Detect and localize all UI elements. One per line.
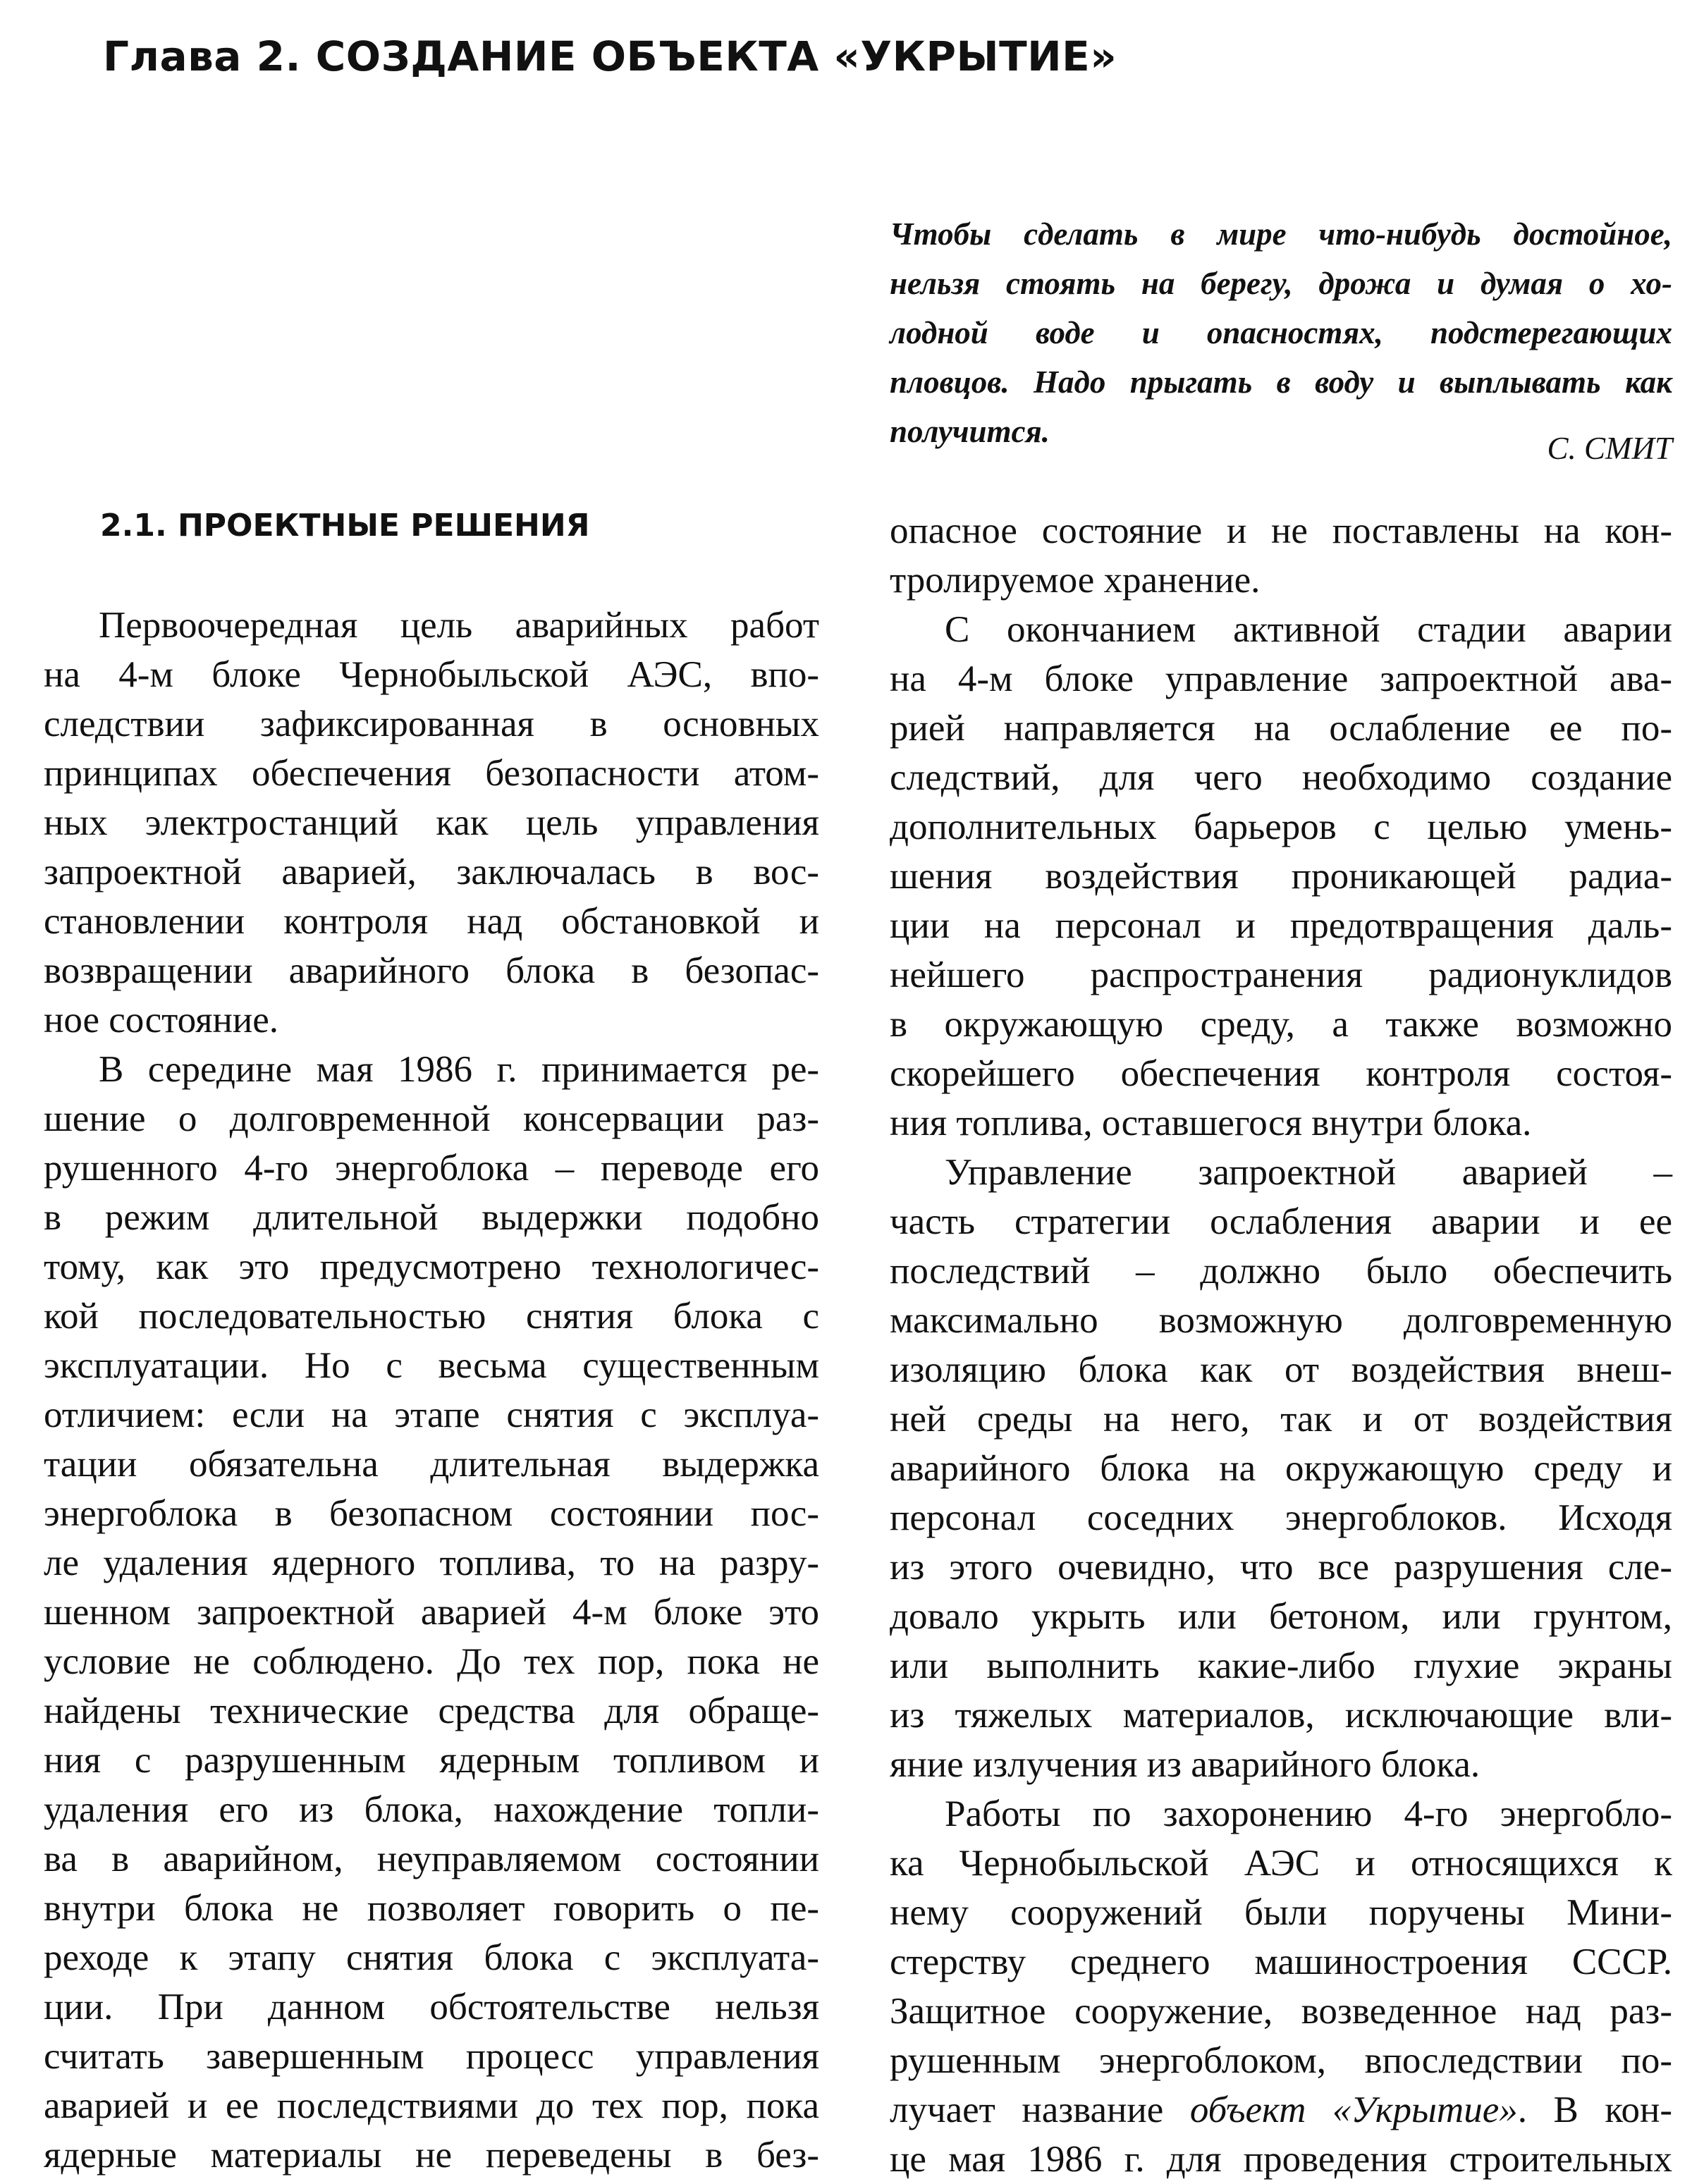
text-line: удаления его из блока, нахождение топли-	[44, 1789, 819, 1830]
text-line: тому, как это предусмотрено технологичес-	[44, 1246, 819, 1287]
text-line: В середине мая 1986 г. принимается ре-	[99, 1049, 819, 1090]
text-line: становлении контроля над обстановкой и	[44, 901, 819, 942]
text-line: возвращении аварийного блока в безопас-	[44, 950, 819, 991]
text-line: на 4-м блоке управление запроектной ава-	[890, 658, 1672, 699]
text-line: энергоблока в безопасном состоянии пос-	[44, 1493, 819, 1534]
text-line: кой последовательностью снятия блока с	[44, 1296, 819, 1337]
text-line: скорейшего обеспечения контроля состоя-	[890, 1053, 1672, 1094]
text-line: последствий – должно было обеспечить	[890, 1251, 1672, 1292]
right-text-column	[890, 506, 1672, 2184]
text-line: условие не соблюдено. До тех пор, пока не	[44, 1641, 819, 1682]
section-title: 2.1. ПРОЕКТНЫЕ РЕШЕНИЯ	[100, 508, 590, 544]
text-line: ле удаления ядерного топлива, то на разру-	[44, 1542, 819, 1583]
text-line: Работы по захоронению 4-го энергобло-	[945, 1793, 1672, 1834]
text-line: ней среды на него, так и от воздействия	[890, 1399, 1672, 1440]
text-line: эксплуатации. Но с весьма существенным	[44, 1345, 819, 1386]
text-line: часть стратегии ослабления аварии и ее	[890, 1201, 1672, 1242]
text-line: шение о долговременной консервации раз-	[44, 1098, 819, 1139]
text-line: из тяжелых материалов, исключающие вли-	[890, 1695, 1672, 1736]
text-line: це мая 1986 г. для проведения строительных	[890, 2139, 1672, 2180]
text-line: аварией и ее последствиями до тех пор, пока	[44, 2085, 819, 2126]
text-line: изоляцию блока как от воздействия внеш-	[890, 1349, 1672, 1390]
text-line: отличием: если на этапе снятия с эксплуа-	[44, 1394, 819, 1435]
text-line: ное состояние.	[44, 1000, 278, 1041]
chapter-title: Глава 2. СОЗДАНИЕ ОБЪЕКТА «УКРЫТИЕ»	[103, 32, 1117, 80]
epigraph-line: получится.	[890, 414, 1050, 449]
epigraph-line: нельзя стоять на берегу, дрожа и думая о хо-	[890, 266, 1672, 301]
epigraph-quote	[890, 211, 1672, 458]
text-line: максимально возможную долговременную	[890, 1300, 1672, 1341]
text-line: из этого очевидно, что все разрушения сле-	[890, 1547, 1672, 1588]
italic-term: объект «Укрытие»	[1189, 2090, 1518, 2130]
text-line: запроектной аварией, заключалась в вос-	[44, 852, 819, 892]
text-line: Защитное сооружение, возведенное над раз-	[890, 1991, 1672, 2032]
text-line: довало укрыть или бетоном, или грунтом,	[890, 1596, 1672, 1637]
text-line: реходе к этапу снятия блока с эксплуата-	[44, 1937, 819, 1978]
text-segment: . В кон-	[1517, 2090, 1672, 2130]
text-line: С окончанием активной стадии аварии	[945, 609, 1672, 650]
text-line: найдены технические средства для обраще-	[44, 1691, 819, 1731]
text-line: ния с разрушенным ядерным топливом и	[44, 1740, 819, 1781]
text-line: следствии зафиксированная в основных	[44, 704, 819, 744]
text-segment: лучает название	[890, 2090, 1190, 2130]
text-line: в режим длительной выдержки подобно	[44, 1197, 819, 1238]
text-line: считать завершенным процесс управления	[44, 2036, 819, 2077]
text-line: опасное состояние и не поставлены на кон-	[890, 510, 1672, 551]
text-line: ва в аварийном, неуправляемом состоянии	[44, 1839, 819, 1879]
text-line: следствий, для чего необходимо создание	[890, 757, 1672, 798]
text-line: дополнительных барьеров с целью умень-	[890, 806, 1672, 847]
epigraph-line: пловцов. Надо прыгать в воду и выплывать как	[890, 364, 1672, 400]
text-line: или выполнить какие-либо глухие экраны	[890, 1645, 1672, 1686]
text-line: стерству среднего машиностроения СССР.	[890, 1941, 1672, 1982]
text-line: тролируемое хранение.	[890, 560, 1261, 601]
text-line: нейшего распространения радионуклидов	[890, 955, 1672, 995]
left-text-column	[44, 601, 819, 2180]
text-line: внутри блока не позволяет говорить о пе-	[44, 1888, 819, 1929]
text-line: ции на персонал и предотвращения даль-	[890, 905, 1672, 946]
text-line: на 4-м блоке Чернобыльской АЭС, впо-	[44, 654, 819, 695]
text-line: ных электростанций как цель управления	[44, 802, 819, 843]
epigraph-author: С. СМИТ	[1547, 431, 1672, 466]
text-line: рушенным энергоблоком, впоследствии по-	[890, 2040, 1672, 2081]
text-line: тации обязательна длительная выдержка	[44, 1444, 819, 1485]
text-line: Первоочередная цель аварийных работ	[99, 605, 819, 646]
text-line: яние излучения из аварийного блока.	[890, 1744, 1480, 1785]
text-line: рушенного 4-го энергоблока – переводе его	[44, 1148, 819, 1189]
text-line: принципах обеспечения безопасности атом-	[44, 753, 819, 794]
text-line: аварийного блока на окружающую среду и	[890, 1448, 1672, 1489]
epigraph-line: Чтобы сделать в мире что-нибудь достойное,	[890, 216, 1672, 252]
text-line: шения воздействия проникающей радиа-	[890, 856, 1672, 897]
text-line: шенном запроектной аварией 4-м блоке это	[44, 1592, 819, 1633]
text-line-with-italic	[890, 2085, 1672, 2135]
text-line: рией направляется на ослабление ее по-	[890, 708, 1672, 749]
text-line: персонал соседних энергоблоков. Исходя	[890, 1497, 1672, 1538]
text-line: ции. При данном обстоятельстве нельзя	[44, 1987, 819, 2027]
epigraph-line: лодной воде и опасностях, подстерегающих	[890, 315, 1672, 350]
text-line: ядерные материалы не переведены в без-	[44, 2135, 819, 2176]
text-line: Управление запроектной аварией –	[945, 1152, 1672, 1193]
text-line: нему сооружений были поручены Мини-	[890, 1892, 1672, 1933]
text-line: ния топлива, оставшегося внутри блока.	[890, 1103, 1532, 1143]
text-line: ка Чернобыльской АЭС и относящихся к	[890, 1843, 1672, 1884]
text-line: в окружающую среду, а также возможно	[890, 1004, 1672, 1045]
